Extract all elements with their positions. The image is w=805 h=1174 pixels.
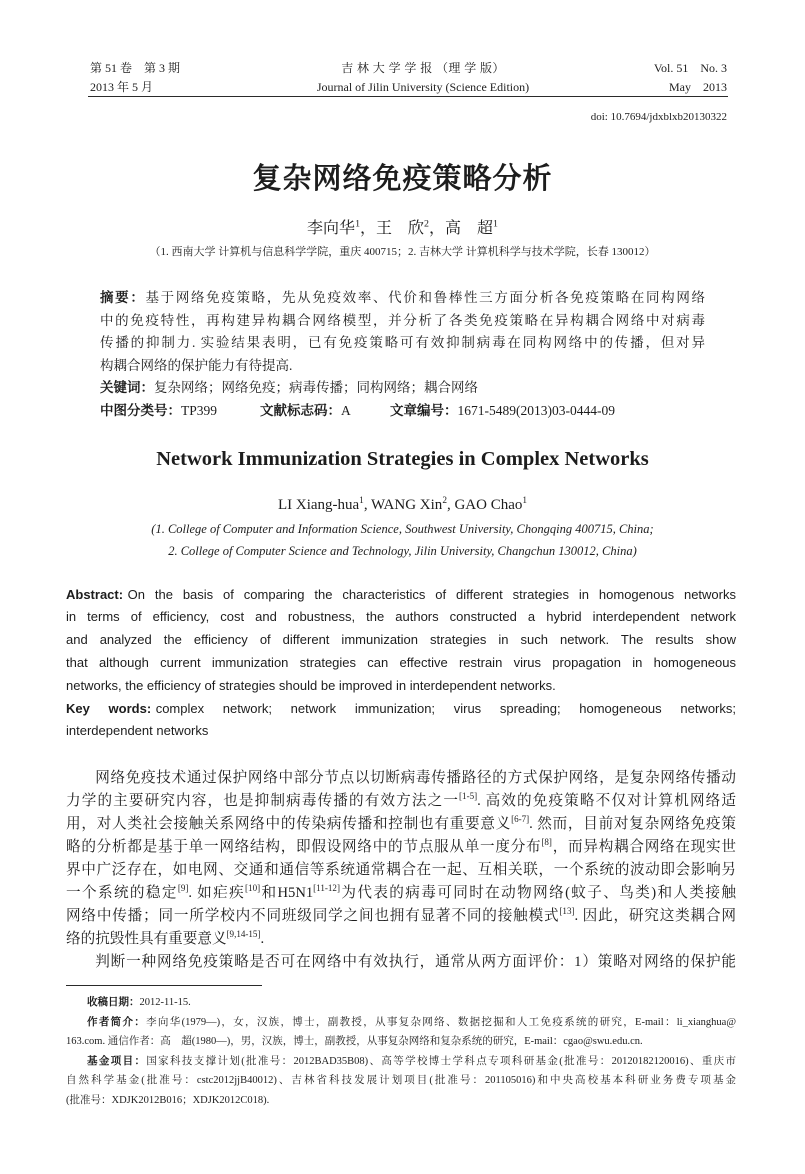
text-run: On the basis of comparing the characteristics of different strategies in homogenous networks bbox=[127, 586, 736, 602]
abstract-cn bbox=[100, 287, 705, 377]
text-run: 2012-11-15. bbox=[139, 997, 191, 1009]
superscript: 2 bbox=[424, 218, 429, 230]
text-run: and analyzed the efficiency of different immunization strategies in such network. The results show bbox=[66, 632, 736, 648]
text-run: 国家科技支撑计划(批准号：2012BAD35B08)、高等学校博士学科点专项科研基金(批准号：20120182120016)、重庆市 bbox=[146, 1055, 736, 1067]
author-line bbox=[0, 495, 805, 515]
footnote-received-date bbox=[66, 993, 736, 1013]
section-label: 摘要： bbox=[100, 290, 146, 306]
author-list-cn bbox=[0, 218, 805, 240]
author-list-en bbox=[0, 495, 805, 515]
text-run: 李向华(1979—)，女，汉族，博士，副教授，从事复杂网络、数据挖掘和人工免疫系统的研究，E-mail：li_xianghua@ bbox=[146, 1016, 737, 1028]
footnote-line bbox=[66, 1052, 736, 1072]
section-label: 收稿日期： bbox=[87, 996, 140, 1009]
footnote-line bbox=[66, 993, 736, 1013]
superscript: [11-12] bbox=[313, 882, 340, 893]
text-run: . bbox=[260, 930, 265, 947]
footnote-line bbox=[66, 1071, 736, 1091]
header-rule bbox=[88, 96, 728, 97]
footnote-author-info bbox=[66, 1013, 736, 1052]
superscript: [8] bbox=[541, 836, 552, 847]
article-number-label: 文章编号： bbox=[390, 402, 458, 419]
body-line bbox=[66, 813, 736, 836]
text-run: LI Xiang-hua bbox=[277, 497, 360, 513]
affiliation-line bbox=[40, 540, 765, 562]
superscript: 1 bbox=[493, 218, 498, 230]
keywords-line bbox=[66, 698, 736, 721]
section-label: 关键词： bbox=[100, 380, 154, 396]
keywords-line bbox=[100, 377, 705, 400]
author-line bbox=[0, 218, 805, 240]
classification-line bbox=[100, 400, 705, 423]
text-run: 中的免疫特性，再构建异构耦合网络模型，并分析了各类免疫策略在异构耦合网络中对病毒 bbox=[100, 312, 705, 328]
clc-label: 中图分类号： bbox=[100, 402, 181, 419]
superscript: [1-5] bbox=[459, 790, 478, 801]
body-line bbox=[66, 836, 736, 859]
text-run: 李向华 bbox=[307, 220, 356, 237]
clc-number-group bbox=[100, 400, 260, 423]
text-run: 2. College of Computer Science and Technology, Jilin University, Changchun 130012, China) bbox=[168, 544, 637, 558]
text-run: 界中广泛存在，如电网、交通和通信等系统通常耦合在一起、互相关联，一个系统的波动即会影响另 bbox=[66, 861, 736, 878]
section-label: Abstract: bbox=[66, 586, 124, 602]
body-line bbox=[66, 905, 736, 928]
abstract-line bbox=[66, 584, 736, 607]
text-run: 一个系统的稳定 bbox=[66, 884, 178, 901]
body-line bbox=[66, 859, 736, 882]
document-code-group bbox=[260, 400, 390, 423]
text-run: interdependent networks bbox=[66, 723, 209, 739]
body-paragraph bbox=[66, 767, 736, 951]
text-run: 构耦合网络的保护能力有待提高. bbox=[100, 357, 293, 373]
text-run: . 如疟疾 bbox=[188, 884, 246, 901]
doi: doi: 10.7694/jdxblxb20130322 bbox=[590, 111, 727, 123]
body-line bbox=[66, 790, 736, 813]
text-run: . 因此，研究这类耦合网 bbox=[574, 907, 736, 924]
text-run: , GAO Chao bbox=[446, 497, 523, 513]
footnote-line bbox=[66, 1013, 736, 1033]
affiliation-line bbox=[40, 518, 765, 540]
text-run: . 高效的免疫策略不仅对计算机网络适 bbox=[477, 792, 736, 809]
superscript: 1 bbox=[355, 218, 361, 230]
body-paragraph bbox=[66, 951, 736, 974]
abstract-line bbox=[100, 355, 705, 378]
affiliation-en bbox=[40, 518, 765, 562]
text-run: . 然而，目前对复杂网络免疫策 bbox=[529, 815, 736, 832]
text-run: complex network; network immunization; virus spreading; homogeneous networks; bbox=[155, 700, 736, 716]
clc-value: TP399 bbox=[181, 402, 218, 418]
abstract-en bbox=[66, 584, 736, 698]
abstract-line bbox=[66, 652, 736, 675]
text-run: 163.com. 通信作者：高 超(1980—)，男，汉族，博士，副教授，从事复杂网络和复杂系统的研究，E-mail：cgao@swu.edu.cn. bbox=[66, 1036, 643, 1048]
abstract-line bbox=[100, 310, 705, 333]
body-line bbox=[66, 951, 736, 974]
body-line bbox=[66, 928, 736, 951]
paper-title-en: Network Immunization Strategies in Complex Networks bbox=[156, 448, 649, 470]
text-run: 和H5N1 bbox=[260, 884, 314, 901]
superscript: [9,14-15] bbox=[226, 928, 261, 939]
keywords-cn bbox=[100, 377, 705, 400]
text-run: that although current immunization strategies can effective restrain virus propagation in homogeneous bbox=[66, 654, 736, 670]
footnote-funding bbox=[66, 1052, 736, 1111]
superscript: 1 bbox=[522, 496, 528, 506]
text-run: networks, the efficiency of strategies should be improved in interdependent networks. bbox=[66, 677, 556, 693]
superscript: [10] bbox=[245, 882, 261, 893]
text-run: (1. College of Computer and Information Science, Southwest University, Chongqing 400715, China; bbox=[151, 522, 654, 536]
document-code-value: A bbox=[341, 402, 351, 418]
text-run: 复杂网络；网络免疫；病毒传播；同构网络；耦合网络 bbox=[154, 380, 478, 395]
superscript: [13] bbox=[559, 905, 575, 916]
keywords-en bbox=[66, 698, 736, 744]
superscript: 1 bbox=[359, 496, 364, 506]
text-run: ，而异构耦合网络在现实世 bbox=[551, 838, 736, 855]
footnote-line bbox=[66, 1091, 736, 1111]
text-run: 为代表的病毒可同时在动物网络(蚊子、鸟类)和人类接触 bbox=[339, 884, 736, 901]
abstract-line bbox=[66, 629, 736, 652]
text-run: 自然科学基金(批准号：cstc2012jjB40012)、吉林省科技发展计划项目(批准号：201105016)和中央高校基本科研业务费专项基金 bbox=[66, 1075, 736, 1087]
issue-date-en: May 2013 bbox=[669, 80, 727, 94]
text-run: 络的抗毁性具有重要意义 bbox=[66, 930, 227, 947]
issue-date-cn: 2013 年 5 月 bbox=[90, 80, 154, 94]
text-run: ，高 超 bbox=[428, 220, 493, 237]
superscript: [9] bbox=[177, 882, 189, 893]
paper-title-cn: 复杂网络免疫策略分析 bbox=[252, 161, 553, 195]
volume-issue-en: Vol. 51 No. 3 bbox=[653, 61, 727, 75]
text-run: , WANG Xin bbox=[363, 497, 443, 513]
keywords-line bbox=[66, 720, 736, 743]
section-label: 作者简介： bbox=[87, 1015, 147, 1028]
article-number-value: 1671-5489(2013)03-0444-09 bbox=[457, 402, 615, 418]
volume-issue: 第 51 卷 第 3 期 bbox=[90, 61, 181, 75]
footnote-line bbox=[66, 1032, 736, 1052]
footnote-rule bbox=[66, 985, 262, 986]
document-code-label: 文献标志码： bbox=[260, 402, 341, 419]
section-label: 基金项目： bbox=[87, 1054, 147, 1067]
article-number-group bbox=[390, 400, 615, 423]
abstract-line bbox=[100, 332, 705, 355]
abstract-line bbox=[66, 606, 736, 629]
text-run: (批准号：XDJK2012B016；XDJK2012C018). bbox=[66, 1094, 270, 1106]
abstract-line bbox=[100, 287, 705, 310]
section-label: Key words: bbox=[66, 700, 152, 716]
journal-name-en: Journal of Jilin University (Science Edition) bbox=[316, 80, 530, 94]
text-run: 力学的主要研究内容，也是抑制病毒传播的有效方法之一 bbox=[66, 792, 460, 809]
text-run: 判断一种网络免疫策略是否可在网络中有效执行，通常从两方面评价：1）策略对网络的保护能 bbox=[95, 953, 736, 970]
affiliation-cn: （1. 西南大学 计算机与信息科学学院，重庆 400715；2. 吉林大学 计算机科学与技术学院，长春 130012） bbox=[149, 246, 656, 258]
text-run: ，王 欣 bbox=[360, 220, 425, 237]
text-run: 略的分析都是基于单一网络结构，即假设网络中的节点服从单一度分布 bbox=[66, 838, 542, 855]
abstract-line bbox=[66, 675, 736, 698]
text-run: 用，对人类社会接触关系网络中的传染病传播和控制也有重要意义 bbox=[66, 815, 512, 832]
text-run: 网络中传播；同一所学校内不同班级同学之间也拥有显著不同的接触模式 bbox=[66, 907, 560, 924]
text-run: 网络免疫技术通过保护网络中部分节点以切断病毒传播路径的方式保护网络，是复杂网络传播动 bbox=[95, 769, 736, 786]
text-run: 基于网络免疫策略，先从免疫效率、代价和鲁棒性三方面分析各免疫策略在同构网络 bbox=[145, 290, 705, 305]
superscript: [6-7] bbox=[511, 813, 530, 824]
superscript: 2 bbox=[442, 496, 447, 506]
text-run: 传播的抑制力. 实验结果表明，已有免疫策略可有效抑制病毒在同构网络中的传播，但对异 bbox=[100, 335, 705, 350]
body-line bbox=[66, 767, 736, 790]
journal-name-cn: 吉 林 大 学 学 报 （理 学 版） bbox=[341, 61, 505, 75]
body-line bbox=[66, 882, 736, 905]
text-run: in terms of efficiency, cost and robustness, the authors constructed a hybrid interdependent network bbox=[66, 609, 736, 625]
